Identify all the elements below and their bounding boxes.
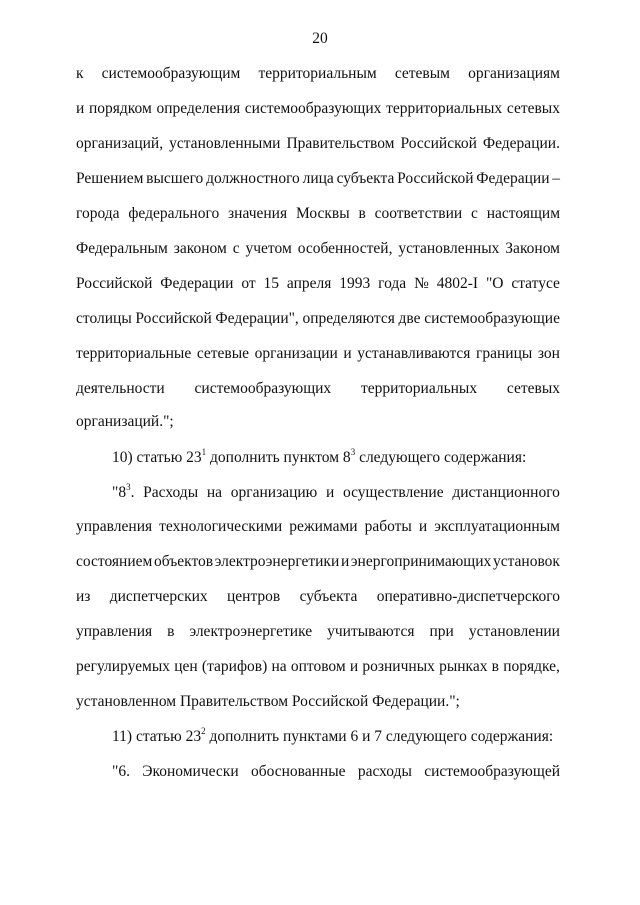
- word: (тарифов): [201, 658, 268, 675]
- word: энергопринимающих: [350, 553, 492, 570]
- word: учитываются: [327, 623, 415, 640]
- word: статусе: [511, 275, 560, 292]
- word: года: [378, 275, 407, 292]
- word: и: [343, 345, 352, 362]
- word: должностного: [206, 170, 300, 187]
- word: состоянием: [76, 553, 153, 570]
- word: города: [76, 205, 120, 222]
- word: апреля: [286, 275, 332, 292]
- word: системообразующие: [424, 310, 560, 327]
- text-line: [76, 134, 560, 154]
- word: 1993: [339, 275, 371, 292]
- word: центров: [226, 588, 281, 605]
- word: системообразующих: [244, 100, 382, 117]
- word: порядке,: [503, 658, 560, 675]
- word: организациям: [468, 65, 560, 82]
- word: –: [552, 170, 560, 187]
- word: Федерации",: [215, 310, 299, 327]
- word: "6.: [112, 763, 130, 780]
- word: технологическими: [159, 518, 283, 535]
- word: Расходы: [143, 484, 199, 501]
- text-line: [76, 379, 560, 399]
- text-line: [76, 64, 560, 84]
- word: Российской: [76, 275, 153, 292]
- word: сетевым: [394, 65, 450, 82]
- word: "О: [485, 275, 504, 292]
- text-line: установленном Правительством Российской Федерации.";: [76, 693, 460, 710]
- word: оперативно-диспетчерского: [376, 588, 560, 605]
- word: расходы: [357, 763, 412, 780]
- word: от: [241, 275, 256, 292]
- word: Федерации: [160, 275, 234, 292]
- word: соответствии: [374, 205, 463, 222]
- word: деятельности: [76, 380, 165, 397]
- word: управления: [76, 518, 153, 535]
- word: 4802-I: [436, 275, 479, 292]
- word: территориальных: [386, 100, 503, 117]
- word: значения: [228, 205, 288, 222]
- word: Решением: [76, 170, 144, 187]
- word: электроэнергетики: [214, 553, 340, 570]
- word: режимами: [289, 518, 358, 535]
- word: две: [398, 310, 421, 327]
- word: лица: [302, 170, 334, 187]
- word: системообразующим: [101, 65, 241, 82]
- word: и: [76, 100, 85, 117]
- word: сетевых: [506, 380, 560, 397]
- word: Экономически: [142, 763, 239, 780]
- word: границы: [476, 345, 533, 362]
- word: определяются: [302, 310, 395, 327]
- word: в: [167, 623, 175, 640]
- word: Правительством: [286, 135, 395, 152]
- item-11-heading: 11) статью $23^2$ дополнить пунктами 6 и 7 следующего содержания:: [112, 725, 554, 745]
- text-line: [76, 657, 560, 677]
- word: работы: [364, 518, 412, 535]
- text-line: [76, 309, 560, 329]
- word: Российской: [397, 170, 474, 187]
- word: законом: [173, 240, 227, 257]
- word: №: [414, 275, 429, 292]
- word: устанавливаются: [357, 345, 471, 362]
- word: федерального: [128, 205, 220, 222]
- word: в: [491, 658, 499, 675]
- word: цен: [174, 658, 198, 675]
- word: с: [471, 205, 478, 222]
- word: Москвы: [295, 205, 350, 222]
- word: Законом: [505, 240, 560, 257]
- word: розничных: [362, 658, 435, 675]
- word: высшего: [146, 170, 204, 187]
- word: территориальные: [76, 345, 192, 362]
- word: 15: [263, 275, 280, 292]
- word: учетом: [245, 240, 292, 257]
- text-line: [76, 622, 560, 642]
- text-line: [76, 552, 560, 572]
- word: организацию: [230, 484, 318, 501]
- text-line: [76, 204, 560, 224]
- word: сетевых: [506, 100, 560, 117]
- word: Федерации.: [482, 135, 560, 152]
- text-line: [76, 517, 560, 537]
- word: и: [325, 484, 335, 501]
- word: системообразующих: [194, 380, 332, 397]
- word: и: [340, 553, 350, 570]
- word: с: [232, 240, 240, 257]
- word: столицы: [76, 310, 132, 327]
- text-line: [76, 169, 560, 189]
- text-line: [76, 239, 560, 259]
- text-line: организаций.";: [76, 413, 174, 430]
- word: на: [206, 484, 223, 501]
- word: обоснованные: [250, 763, 346, 780]
- word: Федерации: [476, 170, 550, 187]
- word: на: [271, 658, 287, 675]
- text-line: [76, 344, 560, 364]
- word: Российской: [135, 310, 212, 327]
- word: к: [76, 65, 84, 82]
- word: организаций,: [76, 135, 164, 152]
- quote-6-first-line: [112, 762, 560, 782]
- word: Федеральным: [76, 240, 168, 257]
- word: электроэнергетике: [189, 623, 313, 640]
- word: диспетчерских: [109, 588, 208, 605]
- item-10-heading: 10) статью $23^1$ дополнить пунктом $8^3$ следующего содержания:: [112, 446, 527, 466]
- word: регулируемых: [76, 658, 171, 675]
- word: установленных: [398, 240, 500, 257]
- word: субъекта: [336, 170, 395, 187]
- word: в: [358, 205, 366, 222]
- text-line: [76, 99, 560, 119]
- text-line: [76, 587, 560, 607]
- word: системообразующей: [424, 763, 560, 780]
- word: установленными: [169, 135, 281, 152]
- word: рынках: [439, 658, 488, 675]
- word: эксплуатационным: [434, 518, 560, 535]
- word: зон: [537, 345, 560, 362]
- word: из: [76, 588, 91, 605]
- clause-number: "$8^3$.: [112, 481, 135, 501]
- word: настоящим: [486, 205, 560, 222]
- page-number: 20: [312, 30, 328, 47]
- word: субъекта: [299, 588, 358, 605]
- word: определения: [156, 100, 241, 117]
- word: и: [418, 518, 428, 535]
- word: при: [429, 623, 454, 640]
- word: управления: [76, 623, 153, 640]
- word: установлении: [468, 623, 560, 640]
- word: объектов: [154, 553, 214, 570]
- word: порядком: [88, 100, 152, 117]
- word: и: [349, 658, 359, 675]
- word: оптовом: [290, 658, 346, 675]
- word: установок: [492, 553, 560, 570]
- word: осуществление: [342, 484, 444, 501]
- word: особенностей,: [297, 240, 393, 257]
- word: Российской: [400, 135, 477, 152]
- word: территориальных: [361, 380, 478, 397]
- word: сетевые: [196, 345, 250, 362]
- word: территориальным: [258, 65, 377, 82]
- quote-8-3-first-line: [112, 483, 560, 503]
- word: организации: [254, 345, 338, 362]
- text-line: [76, 274, 560, 294]
- word: дистанционного: [452, 484, 560, 501]
